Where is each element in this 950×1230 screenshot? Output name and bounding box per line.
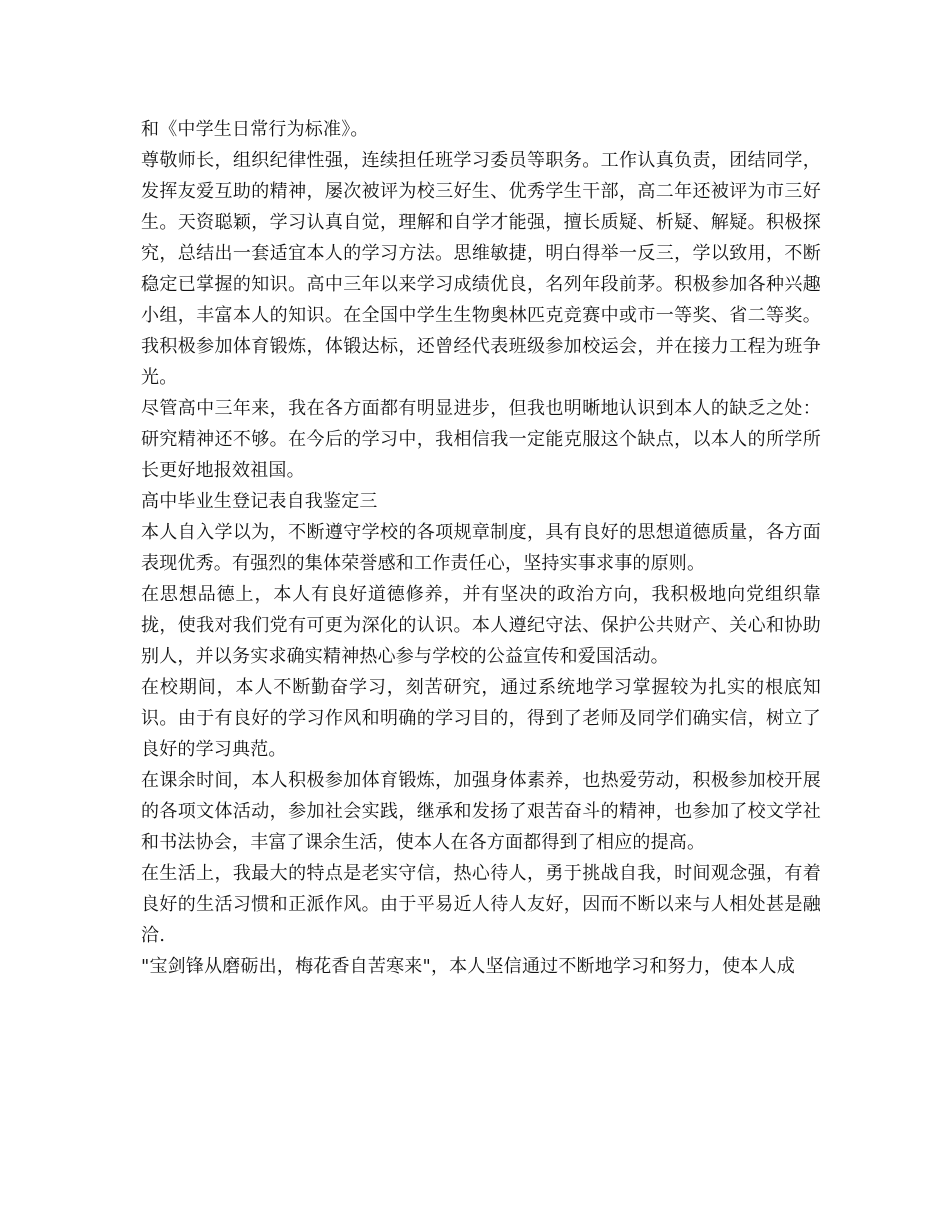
paragraph-7: 在校期间，本人不断勤奋学习，刻苦研究，通过系统地学习掌握较为扎实的根底知识。由于有良好的学习作风和明确的学习目的，得到了老师及同学们确实信，树立了良好的学习典范。 xyxy=(141,677,821,760)
section-heading: 高中毕业生登记表自我鉴定三 xyxy=(141,491,378,512)
paragraph-2: 尊敬师长，组织纪律性强，连续担任班学习委员等职务。工作认真负责，团结同学，发挥友爱互助的精神，屡次被评为校三好生、优秀学生干部，高二年还被评为市三好生。天资聪颖，学习认真自觉，理解和自学才能强，擅长质疑、析疑、解疑。积极探究，总结出一套适宜本人的学习方法。思维敏捷，明白得举一反三，学以致用，不断稳定已掌握的知识。高中三年以来学习成绩优良，名列年段前茅。积极参加各种兴趣小组，丰富本人的知识。在全国中学生生物奥林匹克竞赛中或市一等奖、省二等奖。我积极参加体育锻炼，体锻达标，还曾经代表班级参加校运会，并在接力工程为班争光。 xyxy=(141,150,821,388)
paragraph-6: 在思想品德上，本人有良好道德修养，并有坚决的政治方向，我积极地向党组织靠拢，使我对我们党有可更为深化的认识。本人遵纪守法、保护公共财产、关心和协助别人，并以务实求确实精神热心参与学校的公益宣传和爱国活动。 xyxy=(141,584,821,667)
paragraph-10: "宝剑锋从磨砺出，梅花香自苦寒来"，本人坚信通过不断地学习和努力，使本人成 xyxy=(141,956,795,977)
paragraph-3: 尽管高中三年来，我在各方面都有明显进步，但我也明晰地认识到本人的缺乏之处：研究精神还不够。在今后的学习中，我相信我一定能克服这个缺点，以本人的所学所长更好地报效祖国。 xyxy=(141,398,821,481)
paragraph-9: 在生活上，我最大的特点是老实守信，热心待人，勇于挑战自我，时间观念强，有着良好的生活习惯和正派作风。由于平易近人待人友好，因而不断以来与人相处甚是融洽. xyxy=(141,863,821,946)
document-body xyxy=(141,114,821,982)
paragraph-8: 在课余时间，本人积极参加体育锻炼，加强身体素养，也热爱劳动，积极参加校开展的各项文体活动，参加社会实践，继承和发扬了艰苦奋斗的精神，也参加了校文学社和书法协会，丰富了课余生活，使本人在各方面都得到了相应的提高。 xyxy=(141,770,821,853)
paragraph-5: 本人自入学以为，不断遵守学校的各项规章制度，具有良好的思想道德质量，各方面表现优秀。有强烈的集体荣誉感和工作责任心，坚持实事求事的原则。 xyxy=(141,522,821,574)
paragraph-1: 和《中学生日常行为标准》。 xyxy=(141,119,369,140)
